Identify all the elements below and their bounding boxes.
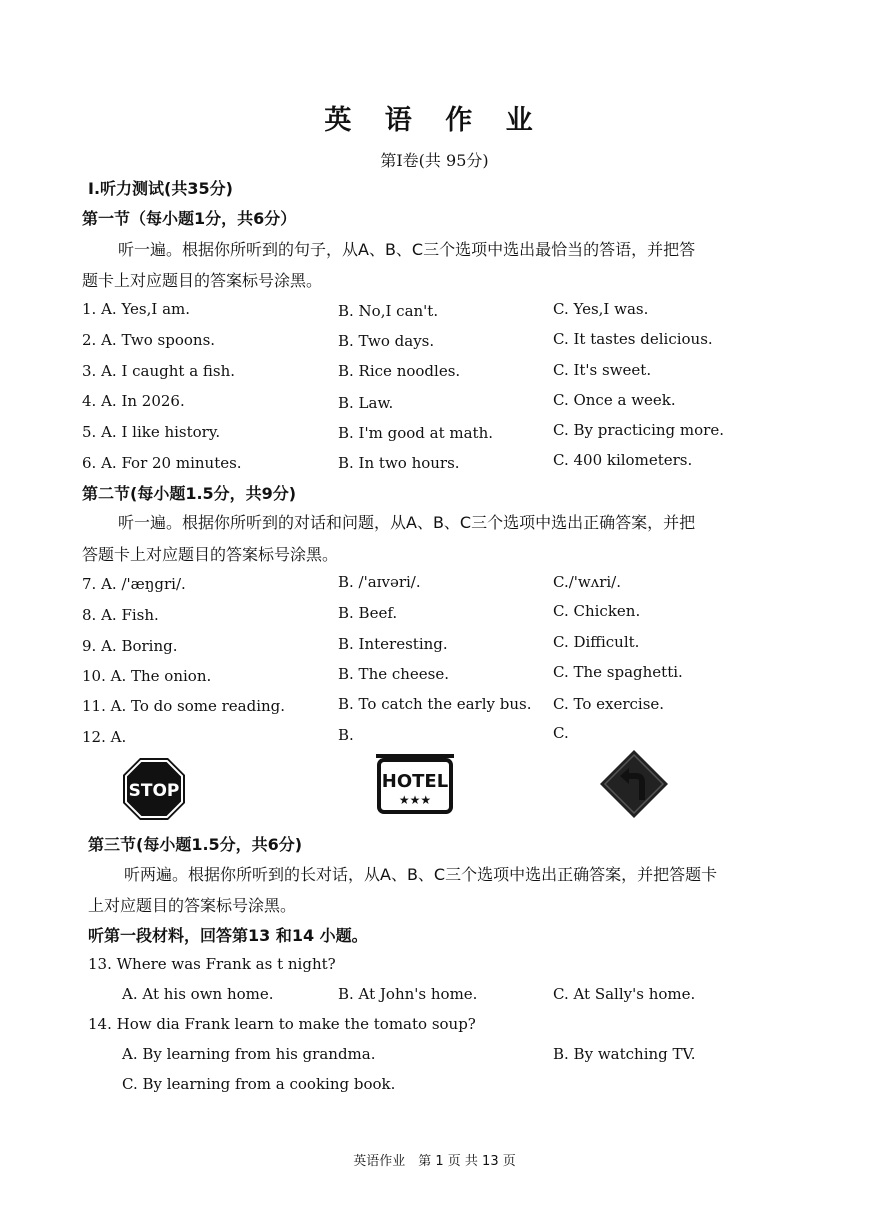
part1-instruction-line1: 听一遍。根据你所听到的句子，从A、B、C三个选项中选出最恰当的答语，并把答 [118, 240, 696, 259]
q9-option-b: B. Interesting. [338, 635, 448, 653]
q3-option-c: C. It's sweet. [553, 361, 652, 379]
q7-option-b: B. /'aɪvəri/. [338, 573, 421, 591]
q11-option-b: B. To catch the early bus. [338, 695, 532, 713]
q13-question: 13. Where was Frank as t night? [88, 955, 336, 973]
q4-option-a: 4. A. In 2026. [82, 392, 185, 410]
q5-option-b: B. I'm good at math. [338, 424, 493, 442]
q9-option-a: 9. A. Boring. [82, 637, 178, 655]
hotel-sign-stars: ★★★ [398, 793, 432, 807]
q12-option-c: C. [553, 724, 569, 742]
part2-instruction-line2: 答题卡上对应题目的答案标号涂黑。 [82, 545, 339, 564]
q5-option-c: C. By practicing more. [553, 421, 724, 439]
q8-option-b: B. Beef. [338, 604, 398, 622]
q7-option-a: 7. A. /'æŋgri/. [82, 575, 186, 593]
q10-option-b: B. The cheese. [338, 665, 450, 683]
q11-option-c: C. To exercise. [553, 695, 665, 713]
hotel-sign-label: HOTEL [381, 771, 449, 792]
q9-option-c: C. Difficult. [553, 633, 640, 651]
q13-option-b: B. At John's home. [338, 985, 478, 1003]
part2-instruction-line1: 听一遍。根据你所听到的对话和问题，从A、B、C三个选项中选出正确答案，并把 [118, 513, 696, 532]
q2-option-a: 2. A. Two spoons. [82, 331, 216, 349]
stop-sign-label: STOP [128, 781, 180, 801]
part3-instruction-line2: 上对应题目的答案标号涂黑。 [88, 896, 297, 915]
part2-heading: 第二节(每小题1.5分，共9分) [82, 484, 297, 503]
q1-option-c: C. Yes,I was. [553, 300, 649, 318]
q5-option-a: 5. A. I like history. [82, 423, 221, 441]
q6-option-a: 6. A. For 20 minutes. [82, 454, 242, 472]
part3-instruction-line1: 听两遍。根据你所听到的长对话，从A、B、C三个选项中选出正确答案，并把答题卡 [124, 865, 718, 884]
page-subtitle: 第Ⅰ卷(共 95分) [380, 151, 489, 170]
q3-option-b: B. Rice noodles. [338, 362, 461, 380]
q4-option-c: C. Once a week. [553, 391, 676, 409]
q14-option-b: B. By watching TV. [553, 1045, 696, 1063]
q7-option-c: C./'wʌri/. [553, 573, 621, 591]
q8-option-c: C. Chicken. [553, 602, 641, 620]
q12-option-b: B. [338, 726, 354, 744]
part3-heading: 第三节(每小题1.5分，共6分) [88, 835, 303, 854]
stop-sign-icon [121, 756, 187, 822]
q3-option-a: 3. A. I caught a fish. [82, 362, 236, 380]
q12-option-a: 12. A. [82, 728, 127, 746]
part1-heading: 第一节（每小题1分，共6分） [82, 209, 297, 228]
turn-left-sign-icon [598, 748, 670, 820]
q2-option-c: C. It tastes delicious. [553, 330, 713, 348]
q13-option-a: A. At his own home. [122, 985, 274, 1003]
page-title: 英 语 作 业 [324, 105, 545, 136]
q8-option-a: 8. A. Fish. [82, 606, 159, 624]
q11-option-a: 11. A. To do some reading. [82, 697, 286, 715]
part3-material-note: 听第一段材料，回答第13 和14 小题。 [88, 926, 368, 945]
q10-option-c: C. The spaghetti. [553, 663, 683, 681]
q14-option-c: C. By learning from a cooking book. [122, 1075, 396, 1093]
q6-option-b: B. In two hours. [338, 454, 460, 472]
section-heading-listening: Ⅰ.听力测试(共35分) [88, 179, 233, 198]
q14-option-a: A. By learning from his grandma. [122, 1045, 376, 1063]
hotel-sign-icon [373, 752, 457, 814]
q14-question: 14. How dia Frank learn to make the tomato soup? [88, 1015, 476, 1033]
q1-option-a: 1. A. Yes,I am. [82, 300, 191, 318]
q4-option-b: B. Law. [338, 394, 394, 412]
q1-option-b: B. No,I can't. [338, 302, 439, 320]
q10-option-a: 10. A. The onion. [82, 667, 212, 685]
q2-option-b: B. Two days. [338, 332, 435, 350]
q13-option-c: C. At Sally's home. [553, 985, 696, 1003]
page-footer: 英语作业 第 1 页 共 13 页 [353, 1154, 516, 1169]
q6-option-c: C. 400 kilometers. [553, 451, 693, 469]
part1-instruction-line2: 题卡上对应题目的答案标号涂黑。 [82, 271, 323, 290]
